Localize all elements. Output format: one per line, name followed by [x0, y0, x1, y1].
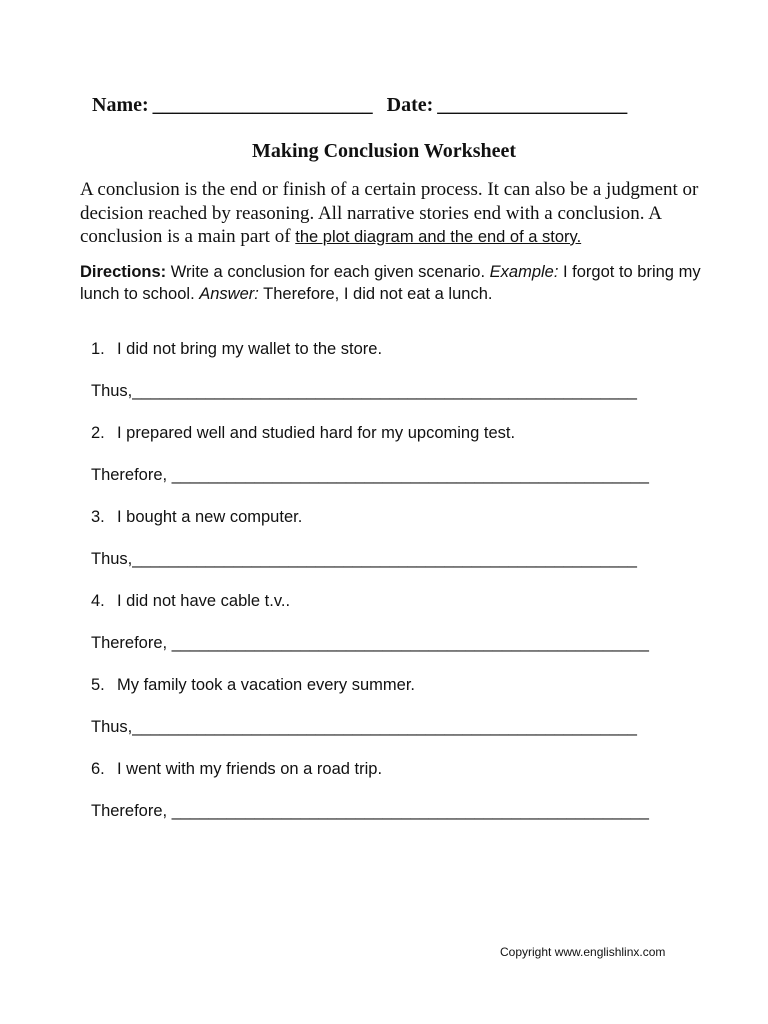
intro-paragraph	[80, 178, 740, 250]
directions-paragraph	[80, 261, 740, 305]
list-item-prompt	[91, 676, 415, 695]
item-prompt-text: My family took a vacation every summer.	[117, 676, 416, 694]
item-number: 3.	[91, 508, 105, 526]
item-prompt-text: I bought a new computer.	[117, 508, 303, 526]
list-item-prompt	[91, 424, 515, 443]
answer-label: Answer:	[199, 285, 259, 303]
item-number: 2.	[91, 424, 105, 442]
item-number: 5.	[91, 676, 105, 694]
date-blank: ___________________	[437, 94, 628, 116]
example-text: I forgot to bring my lunch to school.	[80, 263, 701, 303]
example-label: Example:	[489, 263, 559, 281]
item-number: 4.	[91, 592, 105, 610]
answer-line[interactable]: Thus,_______________________________________________________	[91, 718, 637, 736]
date-label: Date:	[386, 94, 434, 116]
answer-line[interactable]: Thus,_______________________________________________________	[91, 382, 637, 400]
item-prompt-text: I did not bring my wallet to the store.	[117, 340, 383, 358]
answer-text: Therefore, I did not eat a lunch.	[258, 285, 493, 303]
item-number: 1.	[91, 340, 105, 358]
copyright-footer: Copyright www.englishlinx.com	[500, 945, 666, 959]
list-item-prompt	[91, 340, 382, 359]
item-prompt-text: I went with my friends on a road trip.	[117, 760, 383, 778]
answer-line[interactable]: Therefore, ____________________________________________________	[91, 466, 649, 484]
item-number: 6.	[91, 760, 105, 778]
answer-line[interactable]: Thus,_______________________________________________________	[91, 550, 637, 568]
intro-text: A conclusion is the end or finish of a certain process. It can also be a judgment or decision reached by reasoning. All narrative stories end with a conclusion. A conclusion is a main part of	[80, 179, 699, 247]
directions-text: Write a conclusion for each given scenario.	[166, 263, 490, 281]
page-title: Making Conclusion Worksheet	[251, 140, 517, 162]
name-date-header	[92, 94, 627, 117]
list-item-prompt	[91, 508, 302, 527]
list-item-prompt	[91, 760, 382, 779]
name-blank: ______________________	[152, 94, 373, 116]
answer-line[interactable]: Therefore, ____________________________________________________	[91, 634, 649, 652]
list-item-prompt	[91, 592, 290, 611]
name-label: Name:	[92, 94, 149, 116]
item-prompt-text: I did not have cable t.v..	[117, 592, 291, 610]
intro-underlined-text: the plot diagram and the end of a story.	[295, 228, 582, 246]
item-prompt-text: I prepared well and studied hard for my upcoming test.	[117, 424, 516, 442]
directions-label: Directions:	[80, 263, 167, 281]
answer-line[interactable]: Therefore, ____________________________________________________	[91, 802, 649, 820]
